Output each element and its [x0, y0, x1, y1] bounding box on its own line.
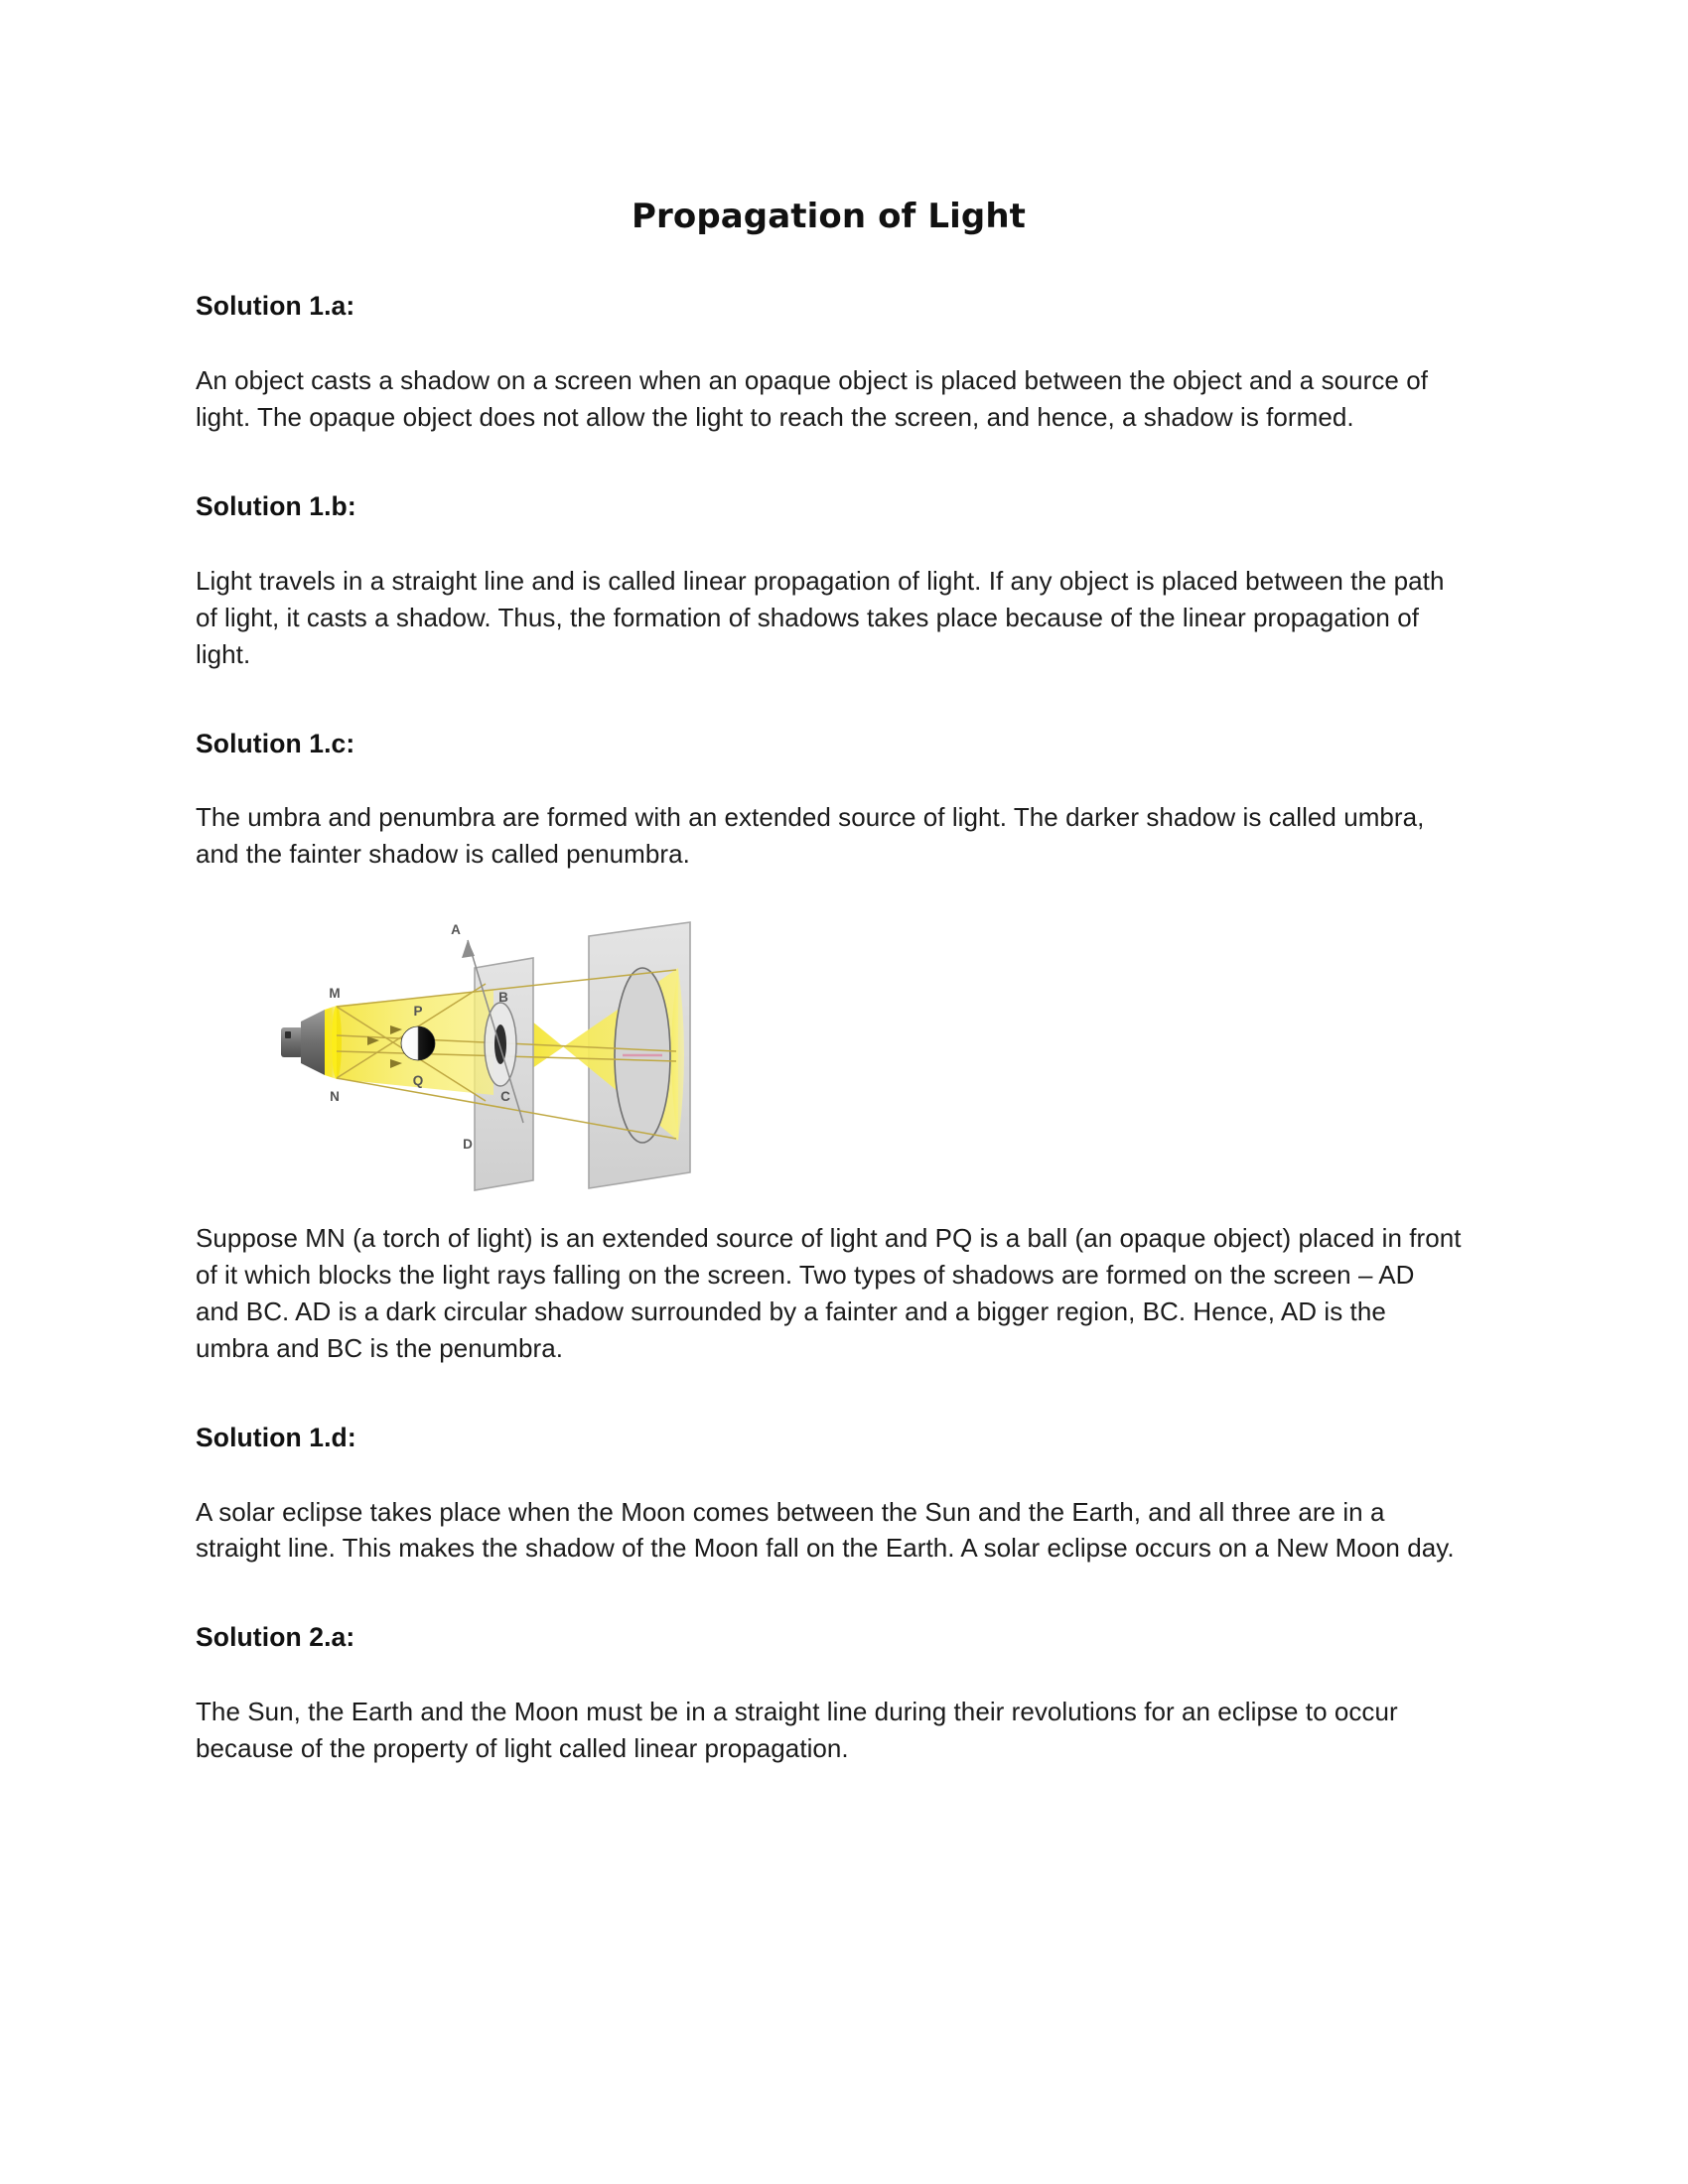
section-heading-1b: Solution 1.b:	[196, 491, 356, 521]
document-content	[196, 0, 1462, 1767]
figure-container	[196, 906, 1462, 1194]
torch-light-source	[281, 1006, 342, 1079]
section-heading-1a: Solution 1.a:	[196, 291, 355, 322]
section-body-1b: Light travels in a straight line and is called linear propagation of light. If any object is placed between the path of light, it casts a shadow. Thus, the formation of shadows takes place because of the linear propagation of light.	[196, 565, 1445, 669]
figure-caption: Suppose MN (a torch of light) is an extended source of light and PQ is a ball (an opaque object) placed in front of it which blocks the light rays falling on the screen. Two types of shadows are formed on the screen – AD and BC. AD is a dark circular shadow surrounded by a fainter and a bigger region, BC. Hence, AD is the umbra and BC is the penumbra.	[196, 1223, 1462, 1363]
opaque-ball-pq	[401, 1026, 435, 1060]
page-title: Propagation of Light	[631, 197, 1027, 236]
figure-label-a: A	[451, 922, 461, 938]
figure-label-d: D	[463, 1137, 473, 1153]
near-screen-shadows	[485, 1003, 516, 1086]
figure-label-b: B	[498, 990, 508, 1006]
figure-label-m: M	[329, 986, 341, 1002]
section-body-1c: The umbra and penumbra are formed with an extended source of light. The darker shadow is called umbra, and the fainter shadow is called penumbra.	[196, 802, 1425, 870]
figure-label-c: C	[500, 1089, 510, 1105]
section-body-2a: The Sun, the Earth and the Moon must be in a straight line during their revolutions for an eclipse to occur because of the property of light called linear propagation.	[196, 1697, 1398, 1764]
figure-label-q: Q	[412, 1073, 424, 1089]
section-heading-2a: Solution 2.a:	[196, 1622, 355, 1653]
figure-label-n: N	[330, 1089, 340, 1105]
umbra-penumbra-diagram	[273, 906, 700, 1194]
section-heading-1c: Solution 1.c:	[196, 728, 355, 758]
figure-label-p: P	[413, 1004, 423, 1020]
a-arrowhead	[462, 940, 475, 958]
section-body-1d: A solar eclipse takes place when the Moon comes between the Sun and the Earth, and all three are in a straight line. This makes the shadow of the Moon fall on the Earth. A solar eclipse occurs on a New Moon day.	[196, 1496, 1455, 1564]
section-heading-1d: Solution 1.d:	[196, 1422, 356, 1452]
section-body-1a: An object casts a shadow on a screen when an opaque object is placed between the object and a source of light. The opaque object does not allow the light to reach the screen, and hence, a shadow is formed.	[196, 365, 1428, 433]
